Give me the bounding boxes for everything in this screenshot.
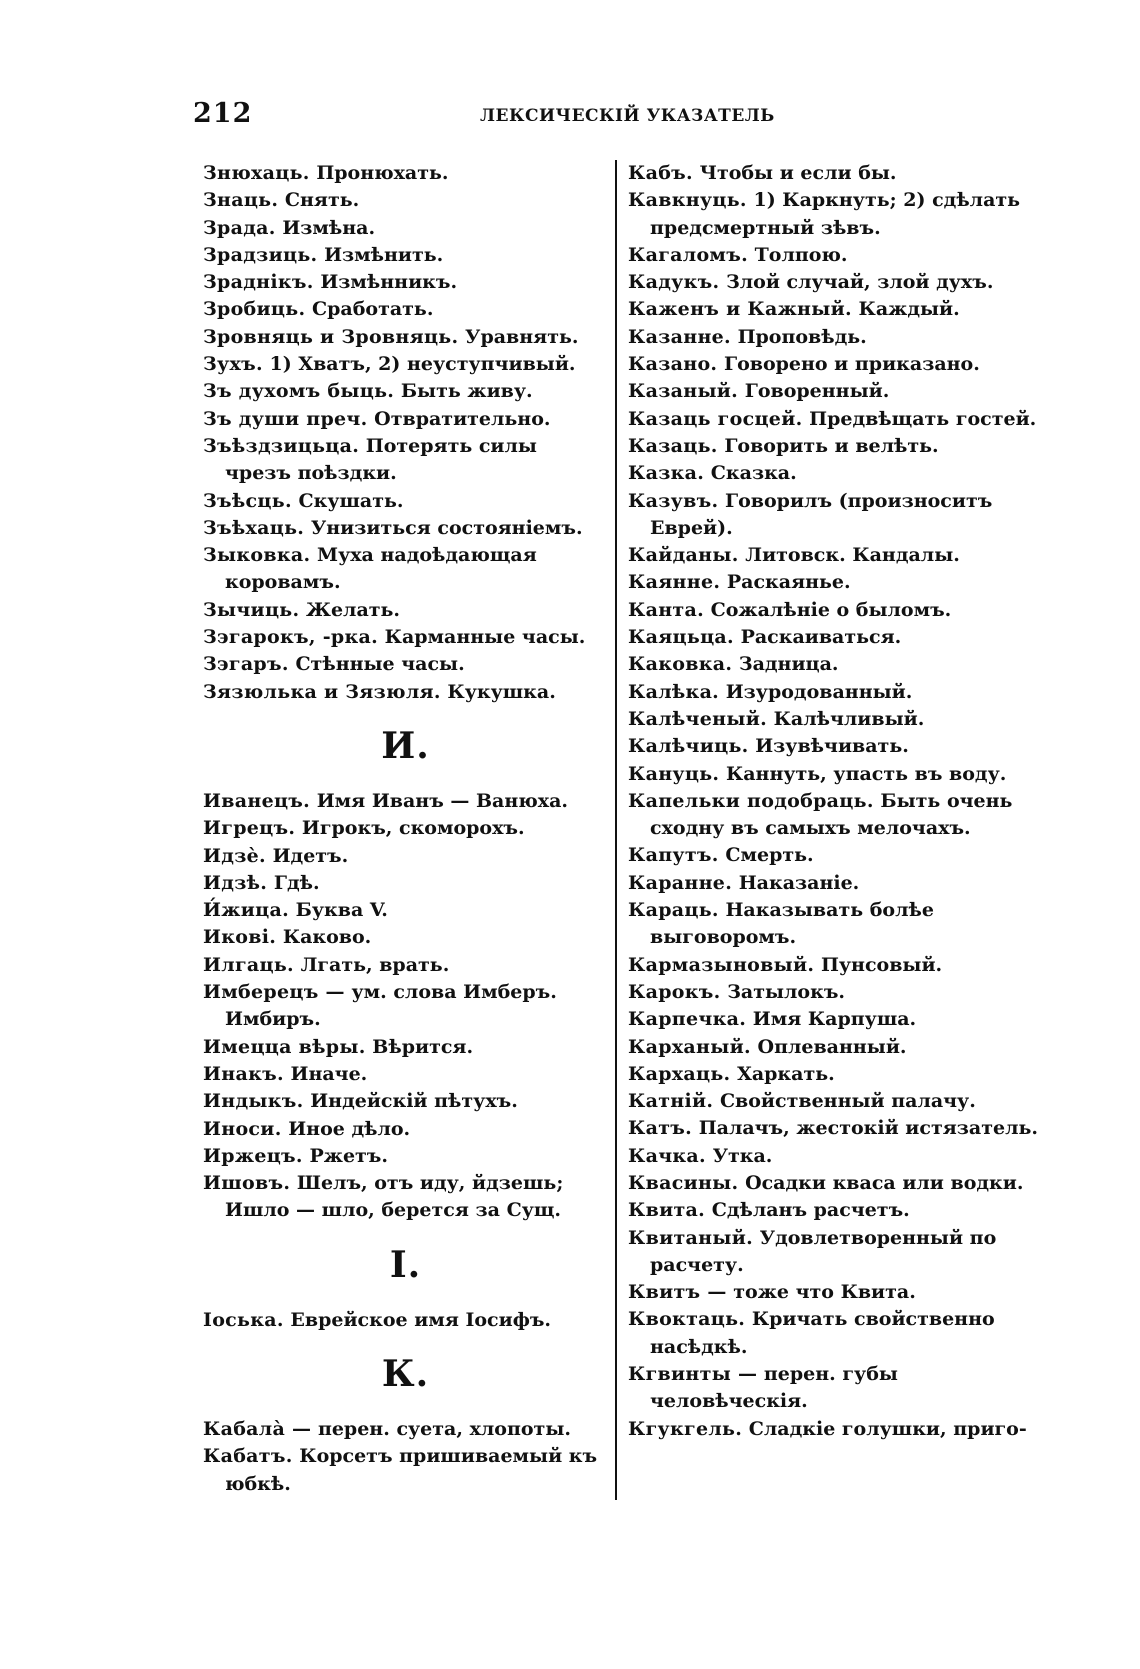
list-item: Кавкнуць. 1) Каркнуть; 2) сдѣлать предсмертный зѣвъ.	[628, 189, 1021, 239]
list-item: Имецца вѣры. Вѣрится.	[203, 1035, 474, 1058]
list-item: Зъ души преч. Отвратительно.	[203, 407, 551, 430]
section-heading-k: К.	[381, 1352, 430, 1395]
list-item: Зъѣхаць. Унизиться состояніемъ.	[203, 516, 583, 539]
left-entries	[203, 160, 608, 706]
list-item: Кайданы. Литовск. Кандалы.	[628, 544, 960, 567]
list-item: Кабъ. Чтобы и если бы.	[628, 162, 897, 184]
list-item: Знюхаць. Пронюхать.	[203, 162, 449, 184]
list-item: Квитъ — тоже что Квита.	[628, 1281, 916, 1304]
list-item: Іоська. Еврейское имя Іосифъ.	[203, 1308, 552, 1331]
list-item: Кгвинты — перен. губы человѣческія.	[628, 1363, 898, 1413]
list-item: Квита. Сдѣланъ расчетъ.	[628, 1199, 910, 1222]
section-heading-i: И.	[381, 724, 430, 767]
list-item: Казано. Говорено и приказано.	[628, 353, 980, 376]
list-item: Зрадзиць. Измѣнить.	[203, 243, 444, 266]
list-item: Казанне. Проповѣдь.	[628, 325, 867, 348]
list-item: Кгукгель. Сладкіе голушки, приго-	[628, 1417, 1027, 1440]
list-item: Караць. Наказывать болѣе выговоромъ.	[628, 899, 934, 949]
list-item: Кархаць. Харкать.	[628, 1062, 835, 1085]
list-item: Кадукъ. Злой случай, злой духъ.	[628, 271, 994, 294]
list-item: Каженъ и Кажный. Каждый.	[628, 298, 960, 321]
list-item: Карханый. Оплеванный.	[628, 1035, 907, 1058]
list-item: Казувъ. Говорилъ (произноситъ Еврей).	[628, 489, 993, 539]
list-item: Ишовъ. Шелъ, отъ иду, йдзешь; Ишло — шло, берется за Сущ.	[203, 1172, 564, 1222]
list-item: Катъ. Палачъ, жестокій истязатель.	[628, 1117, 1038, 1140]
list-item: Иржецъ. Ржетъ.	[203, 1144, 388, 1167]
list-item: Квитаный. Удовлетворенный по расчету.	[628, 1226, 997, 1276]
list-item: Иноси. Иное дѣло.	[203, 1117, 411, 1140]
list-item: Каранне. Наказаніе.	[628, 871, 860, 894]
list-item: Капутъ. Смерть.	[628, 844, 814, 867]
list-item: Индыкъ. Индейскій пѣтухъ.	[203, 1090, 518, 1113]
list-item: Икові. Каково.	[203, 926, 372, 949]
list-item: Кармазыновый. Пунсовый.	[628, 953, 943, 976]
list-item: Зъѣсць. Скушать.	[203, 489, 404, 512]
column-divider	[615, 160, 617, 1500]
section-i-entries	[203, 788, 608, 1225]
list-item: Калѣченый. Калѣчливый.	[628, 707, 925, 730]
list-item: Илгаць. Лгать, врать.	[203, 953, 450, 976]
list-item: Капельки подобраць. Быть очень сходну въ самыхъ мелочахъ.	[628, 789, 1013, 840]
list-item: Канта. Сожалѣніе о быломъ.	[628, 598, 952, 621]
section-heading-i-decimal: І.	[389, 1243, 422, 1286]
list-item: Карпечка. Имя Карпуша.	[628, 1008, 917, 1031]
running-head: ЛЕКСИЧЕСКІЙ УКАЗАТЕЛЬ	[480, 106, 775, 126]
list-item: Зычиць. Желать.	[203, 598, 401, 621]
list-item: Квасины. Осадки кваса или водки.	[628, 1171, 1024, 1194]
list-item: Кабатъ. Корсетъ пришиваемый къ юбкѣ.	[203, 1445, 598, 1495]
list-item: Кабалà — перен. суета, хлопоты.	[203, 1417, 571, 1440]
list-item: Зъѣздзицьца. Потерять силы чрезъ поѣздки.	[203, 434, 537, 485]
section-k-entries	[203, 1416, 608, 1498]
list-item: И́жица. Буква V.	[203, 899, 388, 922]
list-item: Калѣчиць. Изувѣчивать.	[628, 735, 909, 758]
list-item: Инакъ. Иначе.	[203, 1062, 368, 1085]
list-item: Зъ духомъ быць. Быть живу.	[203, 380, 533, 403]
list-item: Квоктаць. Кричать свойственно насѣдкѣ.	[628, 1308, 995, 1358]
list-item: Каяцьца. Раскаиваться.	[628, 626, 902, 649]
list-item: Зэгарокъ, -рка. Карманные часы.	[203, 626, 586, 649]
list-item: Карокъ. Затылокъ.	[628, 980, 846, 1003]
list-item: Зыковка. Муха надоѣдающая коровамъ.	[203, 544, 537, 594]
list-item: Иванецъ. Имя Иванъ — Ванюха.	[203, 789, 569, 812]
right-column	[628, 160, 1048, 1443]
list-item: Зухъ. 1) Хватъ, 2) неуступчивый.	[203, 353, 576, 376]
list-item: Калѣка. Изуродованный.	[628, 680, 913, 703]
left-column	[203, 160, 608, 1498]
list-item: Зэгаръ. Стѣнные часы.	[203, 653, 465, 676]
list-item: Идзѣ. Гдѣ.	[203, 871, 320, 894]
list-item: Зраднікъ. Измѣнникъ.	[203, 271, 458, 294]
list-item: Знаць. Снять.	[203, 189, 360, 212]
list-item: Зробиць. Сработать.	[203, 298, 434, 321]
list-item: Качка. Утка.	[628, 1144, 773, 1167]
list-item: Игрецъ. Игрокъ, скоморохъ.	[203, 817, 525, 840]
list-item: Зязюлька и Зязюля. Кукушка.	[203, 680, 556, 703]
list-item: Казаць госцей. Предвѣщать гостей.	[628, 407, 1037, 430]
list-item: Имберецъ — ум. слова Имберъ. Имбиръ.	[203, 981, 557, 1031]
section-i-decimal-entries	[203, 1307, 608, 1334]
list-item: Зровняць и Зровняць. Уравнять.	[203, 325, 579, 348]
list-item: Казаный. Говоренный.	[628, 380, 890, 403]
list-item: Казаць. Говорить и велѣть.	[628, 434, 939, 457]
list-item: Кануць. Каннуть, упасть въ воду.	[628, 762, 1007, 785]
list-item: Каковка. Задница.	[628, 653, 839, 676]
list-item: Идзѐ. Идетъ.	[203, 844, 349, 867]
list-item: Кагаломъ. Толпою.	[628, 243, 848, 266]
list-item: Катній. Свойственный палачу.	[628, 1090, 976, 1113]
list-item: Зрада. Измѣна.	[203, 216, 376, 239]
page-number: 212	[193, 98, 253, 129]
list-item: Каянне. Раскаянье.	[628, 571, 851, 594]
list-item: Казка. Сказка.	[628, 462, 797, 485]
